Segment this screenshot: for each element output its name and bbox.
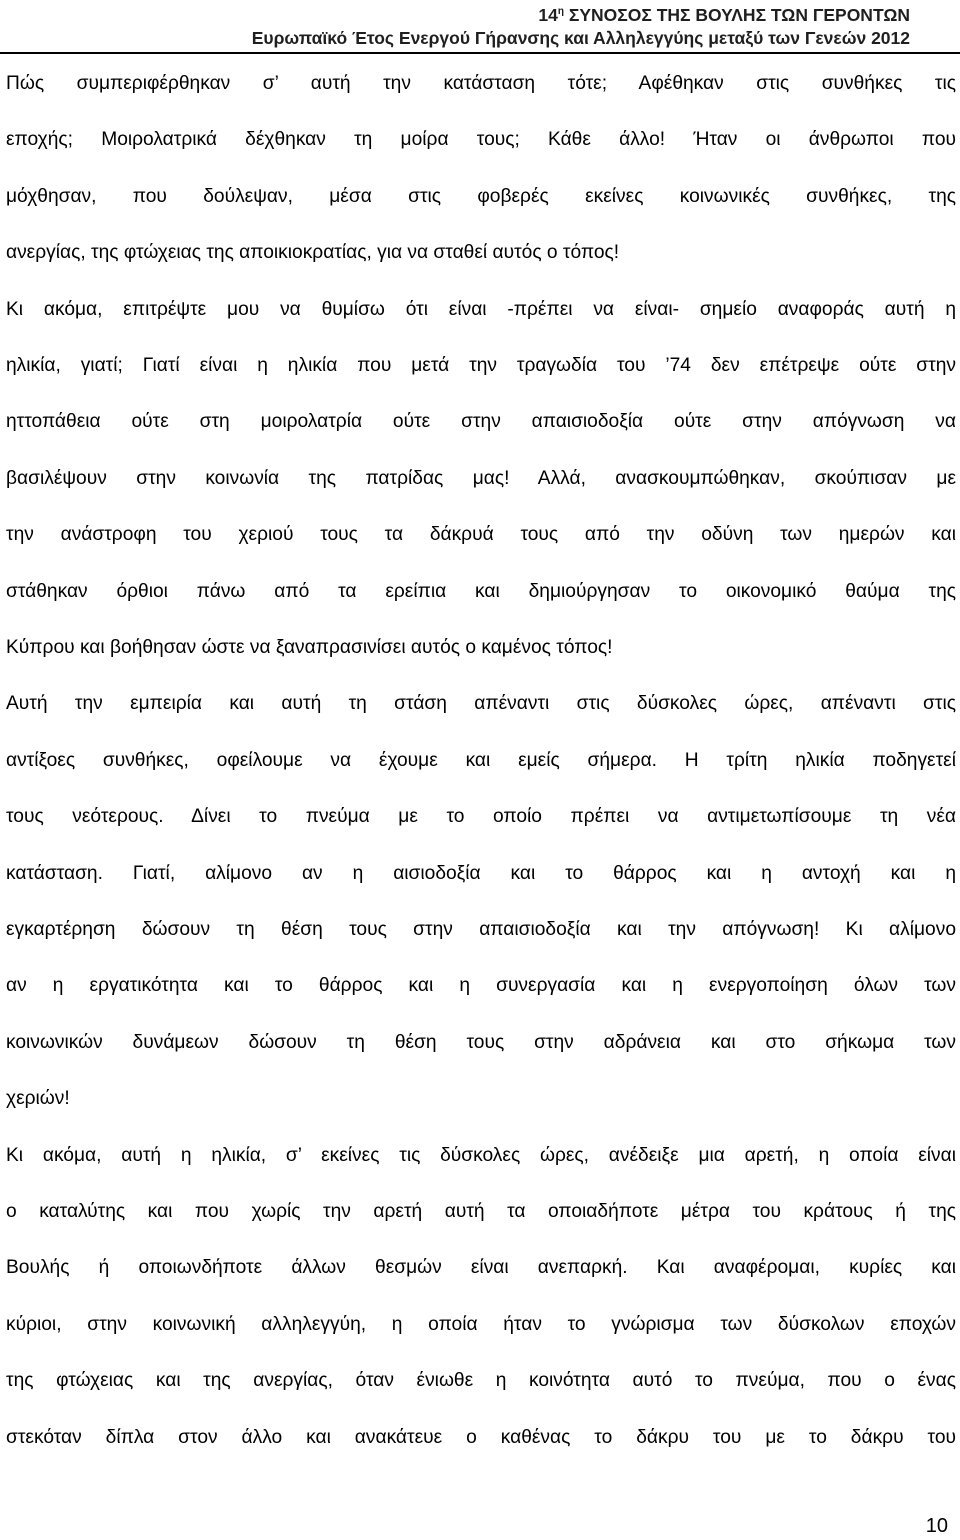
text-line: κοινωνικών δυνάμεων δώσουν τη θέση τους στην αδράνεια και στο σήκωμα των	[6, 1032, 956, 1053]
text-line: Βουλής ή οποιωνδήποτε άλλων θεσμών είναι ανεπαρκή. Και αναφέρομαι, κυρίες και	[6, 1257, 956, 1278]
text-line: την ανάστροφη του χεριού τους τα δάκρυά τους από την οδύνη των ημερών και	[6, 524, 956, 545]
header-divider	[0, 52, 960, 54]
text-line: στάθηκαν όρθιοι πάνω από τα ερείπια και δημιούργησαν το οικονομικό θαύμα της	[6, 581, 956, 602]
text-line: στεκόταν δίπλα στον άλλο και ανακάτευε ο καθένας το δάκρυ του με το δάκρυ του	[6, 1427, 956, 1448]
text-line: εποχής; Μοιρολατρικά δέχθηκαν τη μοίρα τους; Κάθε άλλο! Ήταν οι άνθρωποι που	[6, 129, 956, 150]
text-line: ανεργίας, της φτώχειας της αποικιοκρατίας, για να σταθεί αυτός ο τόπος!	[6, 242, 620, 263]
text-line: ο καταλύτης και που χωρίς την αρετή αυτή τα οποιαδήποτε μέτρα του κράτους ή της	[6, 1201, 956, 1222]
header-title	[252, 0, 910, 27]
text-line: μόχθησαν, που δούλεψαν, μέσα στις φοβερές εκείνες κοινωνικές συνθήκες, της	[6, 186, 956, 207]
document-header	[252, 0, 910, 50]
text-line: αντίξοες συνθήκες, οφείλουμε να έχουμε και εμείς σήμερα. Η τρίτη ηλικία ποδηγετεί	[6, 750, 956, 771]
text-line: τους νεότερους. Δίνει το πνεύμα με το οποίο πρέπει να αντιμετωπίσουμε τη νέα	[6, 806, 956, 827]
text-line: της φτώχειας και της ανεργίας, όταν ένιωθε η κοινότητα αυτό το πνεύμα, που ο ένας	[6, 1370, 956, 1391]
header-title-superscript: η	[557, 6, 564, 17]
text-line: κύριοι, στην κοινωνική αλληλεγγύη, η οποία ήταν το γνώρισμα των δύσκολων εποχών	[6, 1314, 956, 1335]
text-line: Αυτή την εμπειρία και αυτή τη στάση απέναντι στις δύσκολες ώρες, απέναντι στις	[6, 693, 956, 714]
header-title-number: 14	[538, 5, 558, 25]
text-line: αν η εργατικότητα και το θάρρος και η συνεργασία και η ενεργοποίηση όλων των	[6, 975, 956, 996]
text-line: βασιλέψουν στην κοινωνία της πατρίδας μας! Αλλά, ανασκουμπώθηκαν, σκούπισαν με	[6, 468, 956, 489]
text-line: Κι ακόμα, επιτρέψτε μου να θυμίσω ότι είναι -πρέπει να είναι- σημείο αναφοράς αυτή η	[6, 299, 956, 320]
text-line: Κι ακόμα, αυτή η ηλικία, σ’ εκείνες τις δύσκολες ώρες, ανέδειξε μια αρετή, η οποία είναι	[6, 1145, 956, 1166]
text-line: Κύπρου και βοήθησαν ώστε να ξαναπρασινίσει αυτός ο καμένος τόπος!	[6, 637, 613, 658]
header-title-text: ΣΥΝΟΣΟΣ ΤΗΣ ΒΟΥΛΗΣ ΤΩΝ ΓΕΡΟΝΤΩΝ	[563, 5, 910, 25]
header-subtitle: Ευρωπαϊκό Έτος Ενεργού Γήρανσης και Αλληλεγγύης μεταξύ των Γενεών 2012	[251, 28, 910, 48]
text-line: κατάσταση. Γιατί, αλίμονο αν η αισιοδοξία και το θάρρος και η αντοχή και η	[6, 863, 956, 884]
page-number: 10	[925, 1515, 948, 1537]
text-line: ηλικία, γιατί; Γιατί είναι η ηλικία που μετά την τραγωδία του ’74 δεν επέτρεψε ούτε στην	[6, 355, 956, 376]
text-line: ηττοπάθεια ούτε στη μοιρολατρία ούτε στην απαισιοδοξία ούτε στην απόγνωση να	[6, 411, 956, 432]
text-line: χεριών!	[6, 1088, 70, 1109]
text-line: εγκαρτέρηση δώσουν τη θέση τους στην απαισιοδοξία και την απόγνωση! Κι αλίμονο	[6, 919, 956, 940]
text-line: Πώς συμπεριφέρθηκαν σ’ αυτή την κατάσταση τότε; Αφέθηκαν στις συνθήκες τις	[6, 73, 956, 94]
